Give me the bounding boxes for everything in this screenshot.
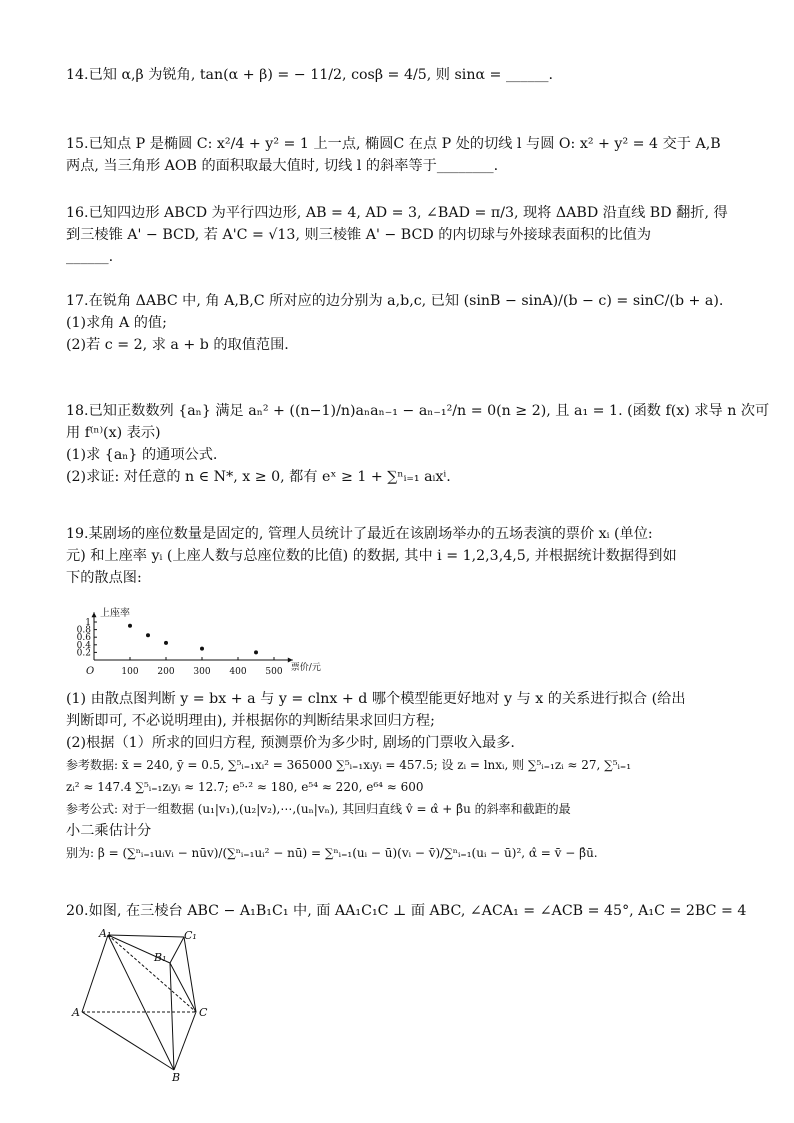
- origin-label: O: [86, 666, 95, 677]
- y-tick-label: 0.8: [76, 625, 91, 636]
- edge-b-c: [174, 1012, 196, 1070]
- x-tick-label: 400: [229, 667, 247, 677]
- q15-line-2: 两点, 当三角形 AOB 的面积取最大值时, 切线 l 的斜率等于________.: [66, 158, 499, 174]
- question-18: [66, 400, 770, 488]
- q17-part-2: (2)若 c = 2, 求 a + b 的取值范围.: [66, 337, 289, 353]
- q19-ref-data-2: zᵢ² ≈ 147.4 ∑⁵ᵢ₌₁zᵢyᵢ ≈ 12.7; e⁵·² ≈ 180, e⁵⁴ ≈ 220, e⁶⁴ ≈ 600: [66, 780, 424, 794]
- data-point: [200, 647, 204, 651]
- edge-a1-c-hidden: [108, 935, 196, 1012]
- question-15: [66, 133, 732, 177]
- q19-part-1b: 判断即可, 不必说明理由), 并根据你的判断结果求回归方程;: [66, 713, 435, 729]
- question-14: [66, 64, 732, 86]
- q19-ref-formula-3: 别为: β = (∑ⁿᵢ₌₁uᵢvᵢ − nūv)/(∑ⁿᵢ₌₁uᵢ² − nū) = ∑ⁿᵢ₌₁(uᵢ − ū)(vᵢ − v̄)/∑ⁿᵢ₌₁(uᵢ − ū)², α̂ = v̄ − β̂ū.: [66, 846, 598, 860]
- q19-ref-formula-1: 参考公式: 对于一组数据 (u₁|v₁),(u₂|v₂),⋯,(uₙ|vₙ), 其回归直线 v̂ = α̂ + β̂u 的斜率和截距的最: [66, 802, 571, 816]
- y-tick-label: 0.2: [76, 648, 91, 659]
- x-tick-label: 200: [157, 667, 175, 677]
- label-b1: B₁: [154, 951, 167, 964]
- label-a: A: [72, 1006, 80, 1019]
- question-16: [66, 202, 732, 268]
- q14-text: 14.已知 α,β 为锐角, tan(α + β) = − 11/2, cosβ = 4/5, 则 sinα = ______.: [66, 67, 554, 83]
- q17-line-1: 17.在锐角 ΔABC 中, 角 A,B,C 所对应的边分别为 a,b,c, 已知 (sinB − sinA)/(b − c) = sinC/(b + a).: [66, 293, 724, 309]
- data-point: [164, 641, 168, 645]
- y-tick-label: 0.4: [76, 640, 91, 651]
- label-b: B: [172, 1071, 181, 1084]
- q17-part-1: (1)求角 A 的值;: [66, 315, 167, 331]
- scatter-plot: [66, 598, 366, 688]
- edge-b1-b: [170, 963, 174, 1070]
- q18-part-2: (2)求证: 对任意的 n ∈ N*, x ≥ 0, 都有 eˣ ≥ 1 + ∑ⁿᵢ₌₁ aᵢxⁱ.: [66, 469, 451, 485]
- q18-line-2: 用 f⁽ⁿ⁾(x) 表示): [66, 425, 161, 441]
- x-tick-label: 300: [193, 667, 211, 677]
- q15-line-1: 15.已知点 P 是椭圆 C: x²/4 + y² = 1 上一点, 椭圆C 在点 P 处的切线 l 与圆 O: x² + y² = 4 交于 A,B: [66, 136, 721, 152]
- q19-ref-data-1: 参考数据: x̄ = 240, ȳ = 0.5, ∑⁵ᵢ₌₁xᵢ² = 365000 ∑⁵ᵢ₌₁xᵢyᵢ = 457.5; 设 zᵢ = lnxᵢ, 则 ∑⁵ᵢ₌₁zᵢ ≈ 27, ∑⁵ᵢ₌₁: [66, 758, 632, 772]
- q20-text: 20.如图, 在三棱台 ABC − A₁B₁C₁ 中, 面 AA₁C₁C ⊥ 面 ABC, ∠ACA₁ = ∠ACB = 45°, A₁C = 2BC = 4: [66, 903, 747, 919]
- question-17: [66, 290, 732, 356]
- question-19-body: [66, 688, 732, 864]
- edge-c1-b1: [170, 937, 184, 963]
- q18-line-1: 18.已知正数数列 {aₙ} 满足 aₙ² + ((n−1)/n)aₙaₙ₋₁ − aₙ₋₁²/n = 0(n ≥ 2), 且 a₁ = 1. (函数 f(x) 求导 n 次可: [66, 403, 770, 419]
- frustum-figure: [66, 925, 226, 1085]
- q16-line-1: 16.已知四边形 ABCD 为平行四边形, AB = 4, AD = 3, ∠BAD = π/3, 现将 ΔABD 沿直线 BD 翻折, 得: [66, 205, 728, 221]
- q16-line-2: 到三棱锥 A' − BCD, 若 A'C = √13, 则三棱锥 A' − BCD 的内切球与外接球表面积的比值为: [66, 227, 652, 243]
- x-tick-label: 100: [121, 667, 139, 677]
- data-point: [254, 650, 258, 654]
- q16-line-3: ______.: [66, 249, 114, 265]
- q19-line-1: 19.某剧场的座位数量是固定的, 管理人员统计了最近在该剧场举办的五场表演的票价 xᵢ (单位:: [66, 526, 653, 542]
- label-c1: C₁: [184, 929, 197, 942]
- question-20: [66, 900, 747, 922]
- y-tick-label: 0.6: [76, 633, 91, 644]
- y-axis-label: 上座率: [100, 608, 130, 620]
- edge-a1-c1: [108, 935, 184, 937]
- question-19-intro: [66, 523, 732, 589]
- q19-ref-formula-2: 小二乘估计分: [66, 823, 152, 839]
- x-tick-label: 500: [265, 667, 283, 677]
- q19-line-2: 元) 和上座率 yᵢ (上座人数与总座位数的比值) 的数据, 其中 i = 1,2,3,4,5, 并根据统计数据得到如: [66, 548, 677, 564]
- q18-part-1: (1)求 {aₙ} 的通项公式.: [66, 447, 218, 463]
- y-tick-label: 1: [85, 618, 91, 628]
- data-point: [146, 633, 150, 637]
- q19-line-3: 下的散点图:: [66, 570, 142, 586]
- edge-a1-a: [82, 935, 108, 1012]
- label-c: C: [199, 1006, 208, 1019]
- q19-part-2: (2)根据（1）所求的回归方程, 预测票价为多少时, 剧场的门票收入最多.: [66, 735, 515, 751]
- y-axis-arrow: [92, 612, 97, 617]
- q19-part-1a: (1) 由散点图判断 y = bx + a 与 y = clnx + d 哪个模型能更好地对 y 与 x 的关系进行拟合 (给出: [66, 691, 686, 707]
- label-a1: A₁: [99, 927, 112, 940]
- data-point: [128, 624, 132, 628]
- x-axis-label: 票价/元: [290, 663, 321, 673]
- x-axis-arrow: [288, 658, 293, 663]
